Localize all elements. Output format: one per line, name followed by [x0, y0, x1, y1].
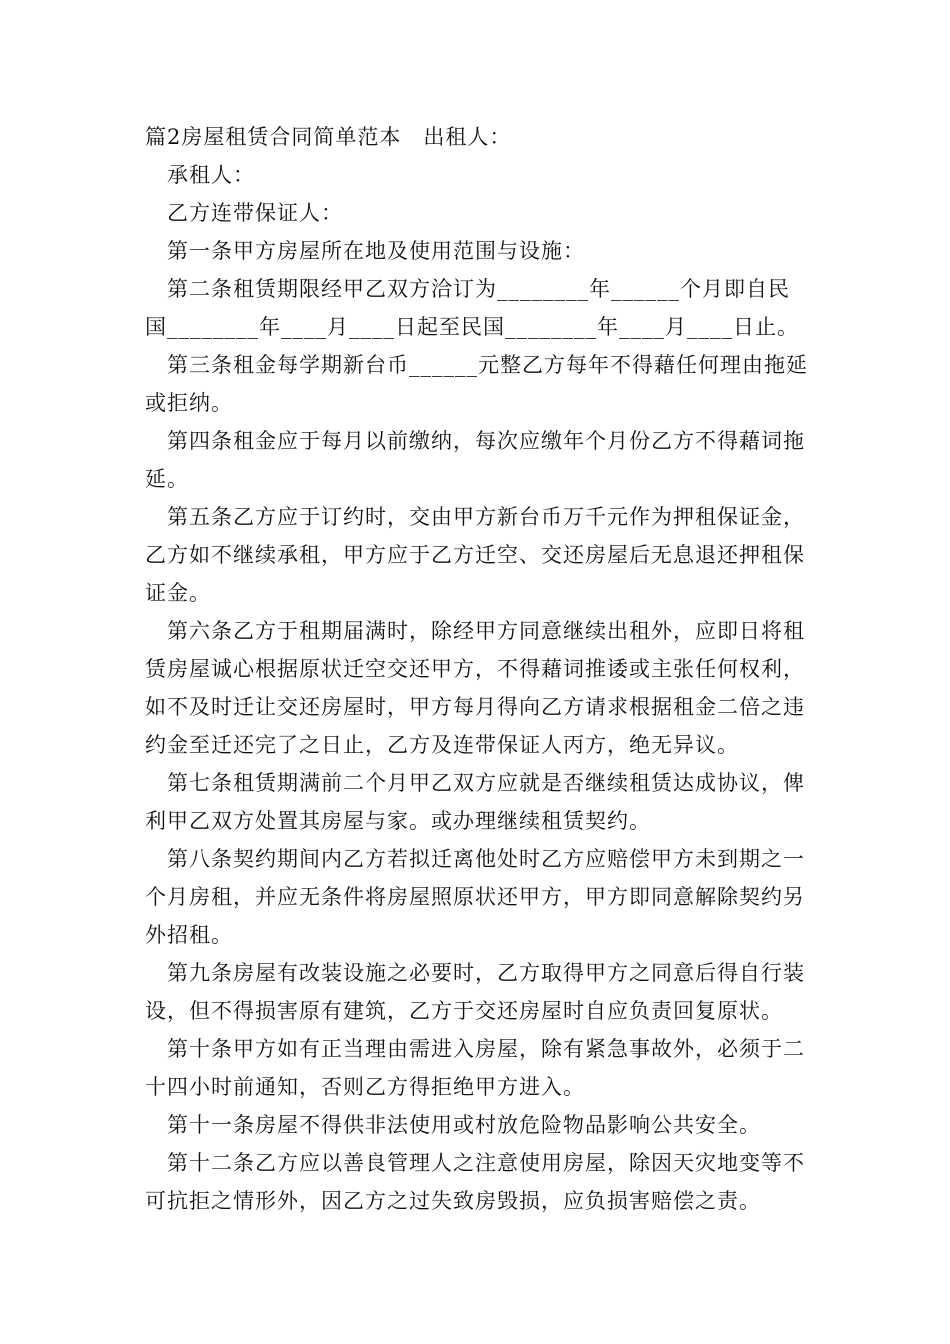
document-body	[145, 118, 810, 1220]
article-10: 第十条甲方如有正当理由需进入房屋，除有紧急事故外，必须于二十四小时前通知，否则乙方得拒绝甲方进入。	[145, 1037, 805, 1099]
guarantor-line: 乙方连带保证人：	[167, 201, 343, 225]
article-9: 第九条房屋有改装设施之必要时，乙方取得甲方之同意后得自行装设，但不得损害原有建筑，乙方于交还房屋时自应负责回复原状。	[145, 961, 805, 1023]
article-2: 第二条租赁期限经甲乙双方洽订为________年______个月即自民国________年____月____日起至民国________年____月____日止。	[145, 277, 799, 339]
article-7: 第七条租赁期满前二个月甲乙双方应就是否继续租赁达成协议，俾利甲乙双方处置其房屋与家。或办理继续租赁契约。	[145, 771, 805, 833]
article-1: 第一条甲方房屋所在地及使用范围与设施：	[167, 239, 585, 263]
article-5: 第五条乙方应于订约时，交由甲方新台币万千元作为押租保证金，乙方如不继续承租，甲方应于乙方迁空、交还房屋后无息退还押租保证金。	[145, 505, 805, 605]
document-title-line: 篇2房屋租赁合同简单范本 出租人：	[145, 125, 512, 149]
article-11: 第十一条房屋不得供非法使用或村放危险物品影响公共安全。	[167, 1113, 761, 1137]
article-8: 第八条契约期间内乙方若拟迁离他处时乙方应赔偿甲方未到期之一个月房租，并应无条件将房屋照原状还甲方，甲方即同意解除契约另外招租。	[145, 847, 805, 947]
article-3: 第三条租金每学期新台币______元整乙方每年不得藉任何理由拖延或拒纳。	[145, 353, 808, 415]
article-12: 第十二条乙方应以善良管理人之注意使用房屋，除因天灾地变等不可抗拒之情形外，因乙方之过失致房毁损，应负损害赔偿之责。	[145, 1151, 805, 1213]
article-6: 第六条乙方于租期届满时，除经甲方同意继续出租外，应即日将租赁房屋诚心根据原状迁空交还甲方，不得藉词推诿或主张任何权利，如不及时迁让交还房屋时，甲方每月得向乙方请求根据租金二倍之违约金至迁还完了之日止，乙方及连带保证人丙方，绝无异议。	[145, 619, 805, 757]
lessee-line: 承租人：	[167, 163, 255, 187]
article-4: 第四条租金应于每月以前缴纳，每次应缴年个月份乙方不得藉词拖延。	[145, 429, 805, 491]
